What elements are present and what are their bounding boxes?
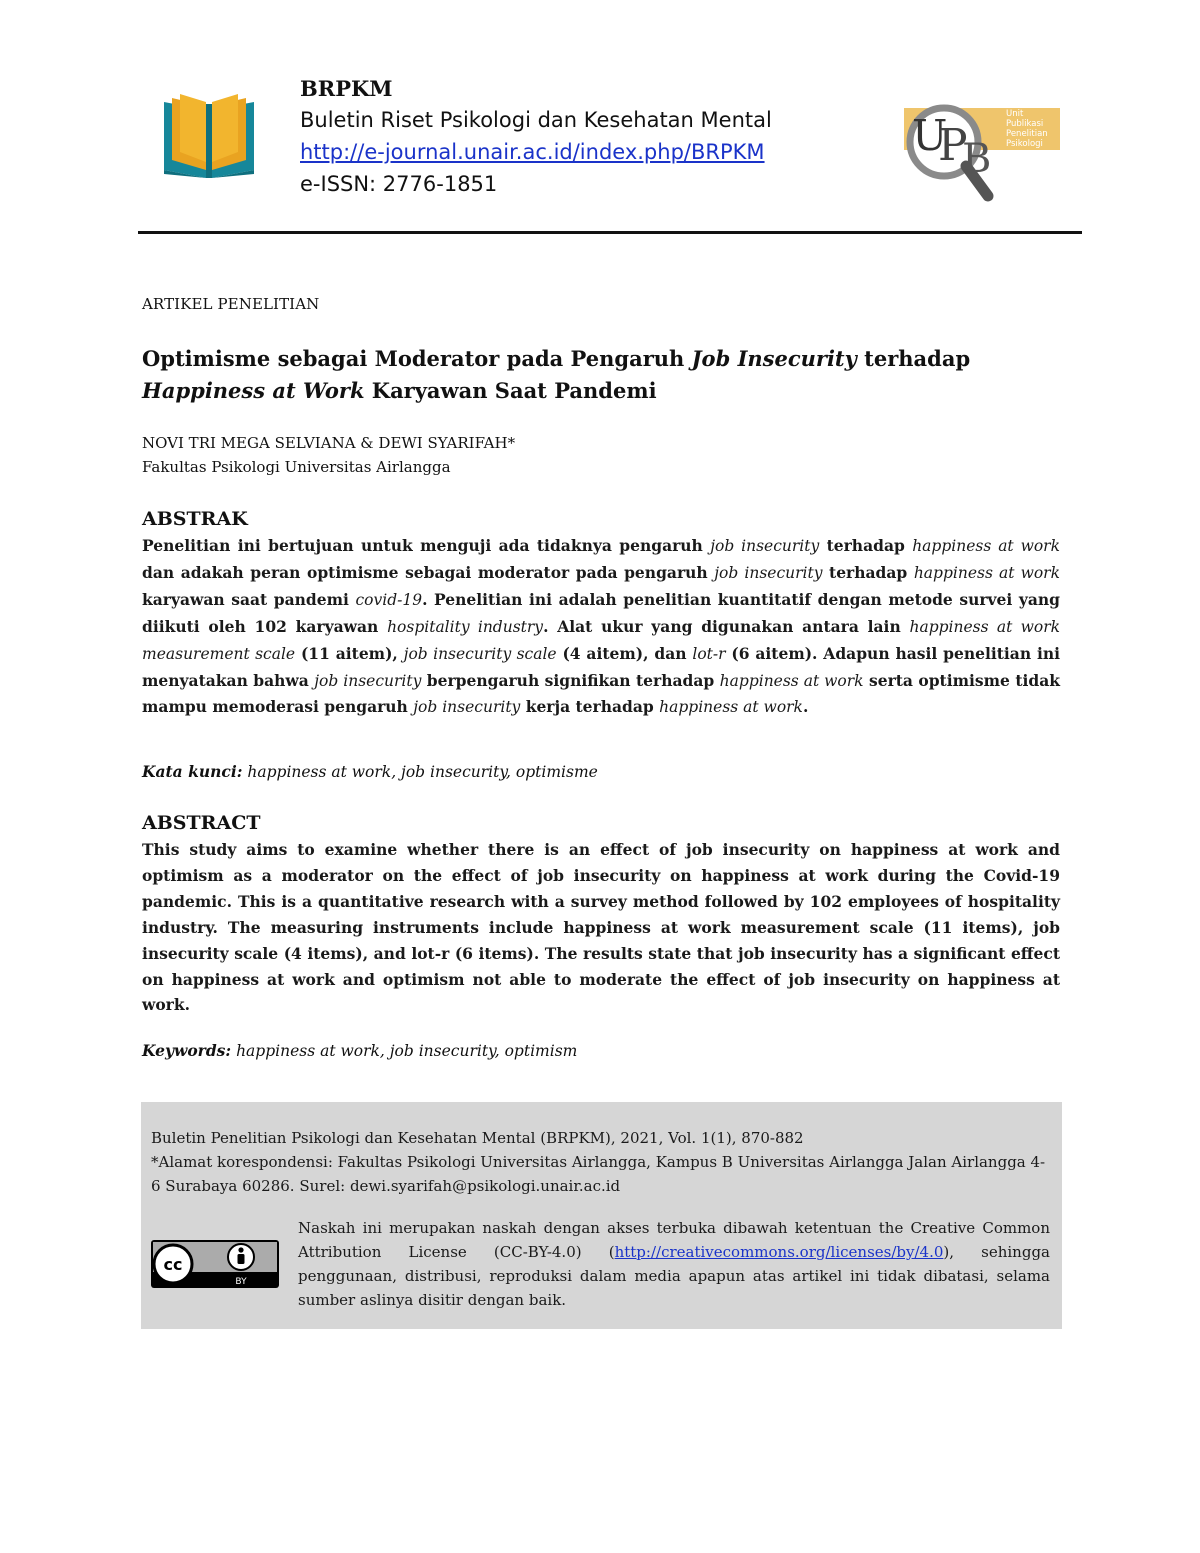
kata-kunci-values: happiness at work, job insecurity, optimisme <box>242 763 598 781</box>
author-names: NOVI TRI MEGA SELVIANA & DEWI SYARIFAH* <box>142 434 516 452</box>
svg-text:U: U <box>912 111 948 160</box>
svg-text:P: P <box>938 120 968 171</box>
article-title <box>142 343 1102 407</box>
journal-issn: e-ISSN: 2776-1851 <box>300 172 498 196</box>
journal-book-logo <box>160 94 258 178</box>
publisher-logo <box>892 92 1068 204</box>
abstrak-heading: ABSTRAK <box>142 508 248 530</box>
journal-name: Buletin Riset Psikologi dan Kesehatan Mental <box>300 108 772 132</box>
title-italic-1: Job Insecurity <box>691 346 857 371</box>
citation-line: Buletin Penelitian Psikologi dan Kesehatan Mental (BRPKM), 2021, Vol. 1(1), 870-882 <box>151 1129 804 1147</box>
cc-by-license-icon <box>151 1240 279 1288</box>
correspondence-line: *Alamat korespondensi: Fakultas Psikologi Universitas Airlangga, Kampus B Universitas Airlangga Jalan Airlangga 4-6 Surabaya 60286. Surel: dewi.syarifah@psikologi.unair.ac.id <box>151 1153 1046 1195</box>
publication-info-box <box>141 1102 1062 1329</box>
kata-kunci <box>142 762 598 781</box>
publisher-logo-line1: Unit <box>1006 109 1024 119</box>
keywords <box>142 1041 577 1060</box>
journal-header <box>300 74 772 200</box>
abstrak-text: Penelitian ini bertujuan untuk menguji ada tidaknya pengaruh job insecurity terhadap happiness at work dan adakah peran optimisme sebagai moderator pada pengaruh job insecurity terhadap happiness at work karyawan saat pandemi covid-19. Penelitian ini adalah penelitian kuantitatif dengan metode survei yang diikuti oleh 102 karyawan hospitality industry. Alat ukur yang digunakan antara lain happiness at work measurement scale (11 aitem), job insecurity scale (4 aitem), dan lot-r (6 aitem). Adapun hasil penelitian ini menyatakan bahwa job insecurity berpengaruh signifikan terhadap happiness at work serta optimisme tidak mampu memoderasi pengaruh job insecurity kerja terhadap happiness at work. <box>142 536 1060 717</box>
header-divider <box>138 231 1082 234</box>
keywords-values: happiness at work, job insecurity, optimism <box>231 1042 578 1060</box>
title-text-2: terhadap <box>856 346 971 371</box>
journal-url-link[interactable]: http://e-journal.unair.ac.id/index.php/BRPKM <box>300 140 765 164</box>
cc-badge-label: BY <box>235 1277 247 1287</box>
publisher-logo-line3: Penelitian <box>1006 129 1048 139</box>
journal-abbr: BRPKM <box>300 76 393 101</box>
author-affiliation: Fakultas Psikologi Universitas Airlangga <box>142 458 451 476</box>
svg-text:B: B <box>962 136 992 182</box>
license-text <box>298 1216 1050 1312</box>
license-url-link[interactable]: http://creativecommons.org/licenses/by/4.0 <box>614 1243 944 1261</box>
abstract-heading: ABSTRACT <box>142 812 261 834</box>
title-text-3: Karyawan Saat Pandemi <box>364 378 657 403</box>
article-type: ARTIKEL PENELITIAN <box>142 295 320 313</box>
kata-kunci-label: Kata kunci: <box>142 762 243 781</box>
publisher-logo-line2: Publikasi <box>1006 119 1044 129</box>
title-italic-2: Happiness at Work <box>142 378 365 403</box>
abstract-text: This study aims to examine whether there is an effect of job insecurity on happiness at work and optimism as a moderator on the effect of job insecurity on happiness at work during the Covid-19 pandemic. This is a quantitative research with a survey method followed by 102 employees of hospitality industry. The measuring instruments include happiness at work measurement scale (11 items), job insecurity scale (4 items), and lot-r (6 items). The results state that job insecurity has a significant effect on happiness at work and optimism not able to moderate the effect of job insecurity on happiness at work. <box>142 840 1060 1015</box>
keywords-label: Keywords: <box>142 1041 232 1060</box>
svg-text:cc: cc <box>163 1255 183 1274</box>
title-text-1: Optimisme sebagai Moderator pada Pengaruh <box>142 346 692 371</box>
citation-block <box>151 1126 1051 1198</box>
publisher-logo-line4: Psikologi <box>1006 139 1043 149</box>
license-text-pre: Naskah ini merupakan naskah dengan akses terbuka dibawah ketentuan the Creative Common Attribution License (CC-BY-4.0) ( <box>298 1219 1050 1261</box>
license-text-post: ), sehingga penggunaan, distribusi, reproduksi dalam media apapun atas artikel ini tidak dibatasi, selama sumber aslinya disitir dengan baik. <box>298 1243 1050 1309</box>
author-block <box>142 431 515 479</box>
